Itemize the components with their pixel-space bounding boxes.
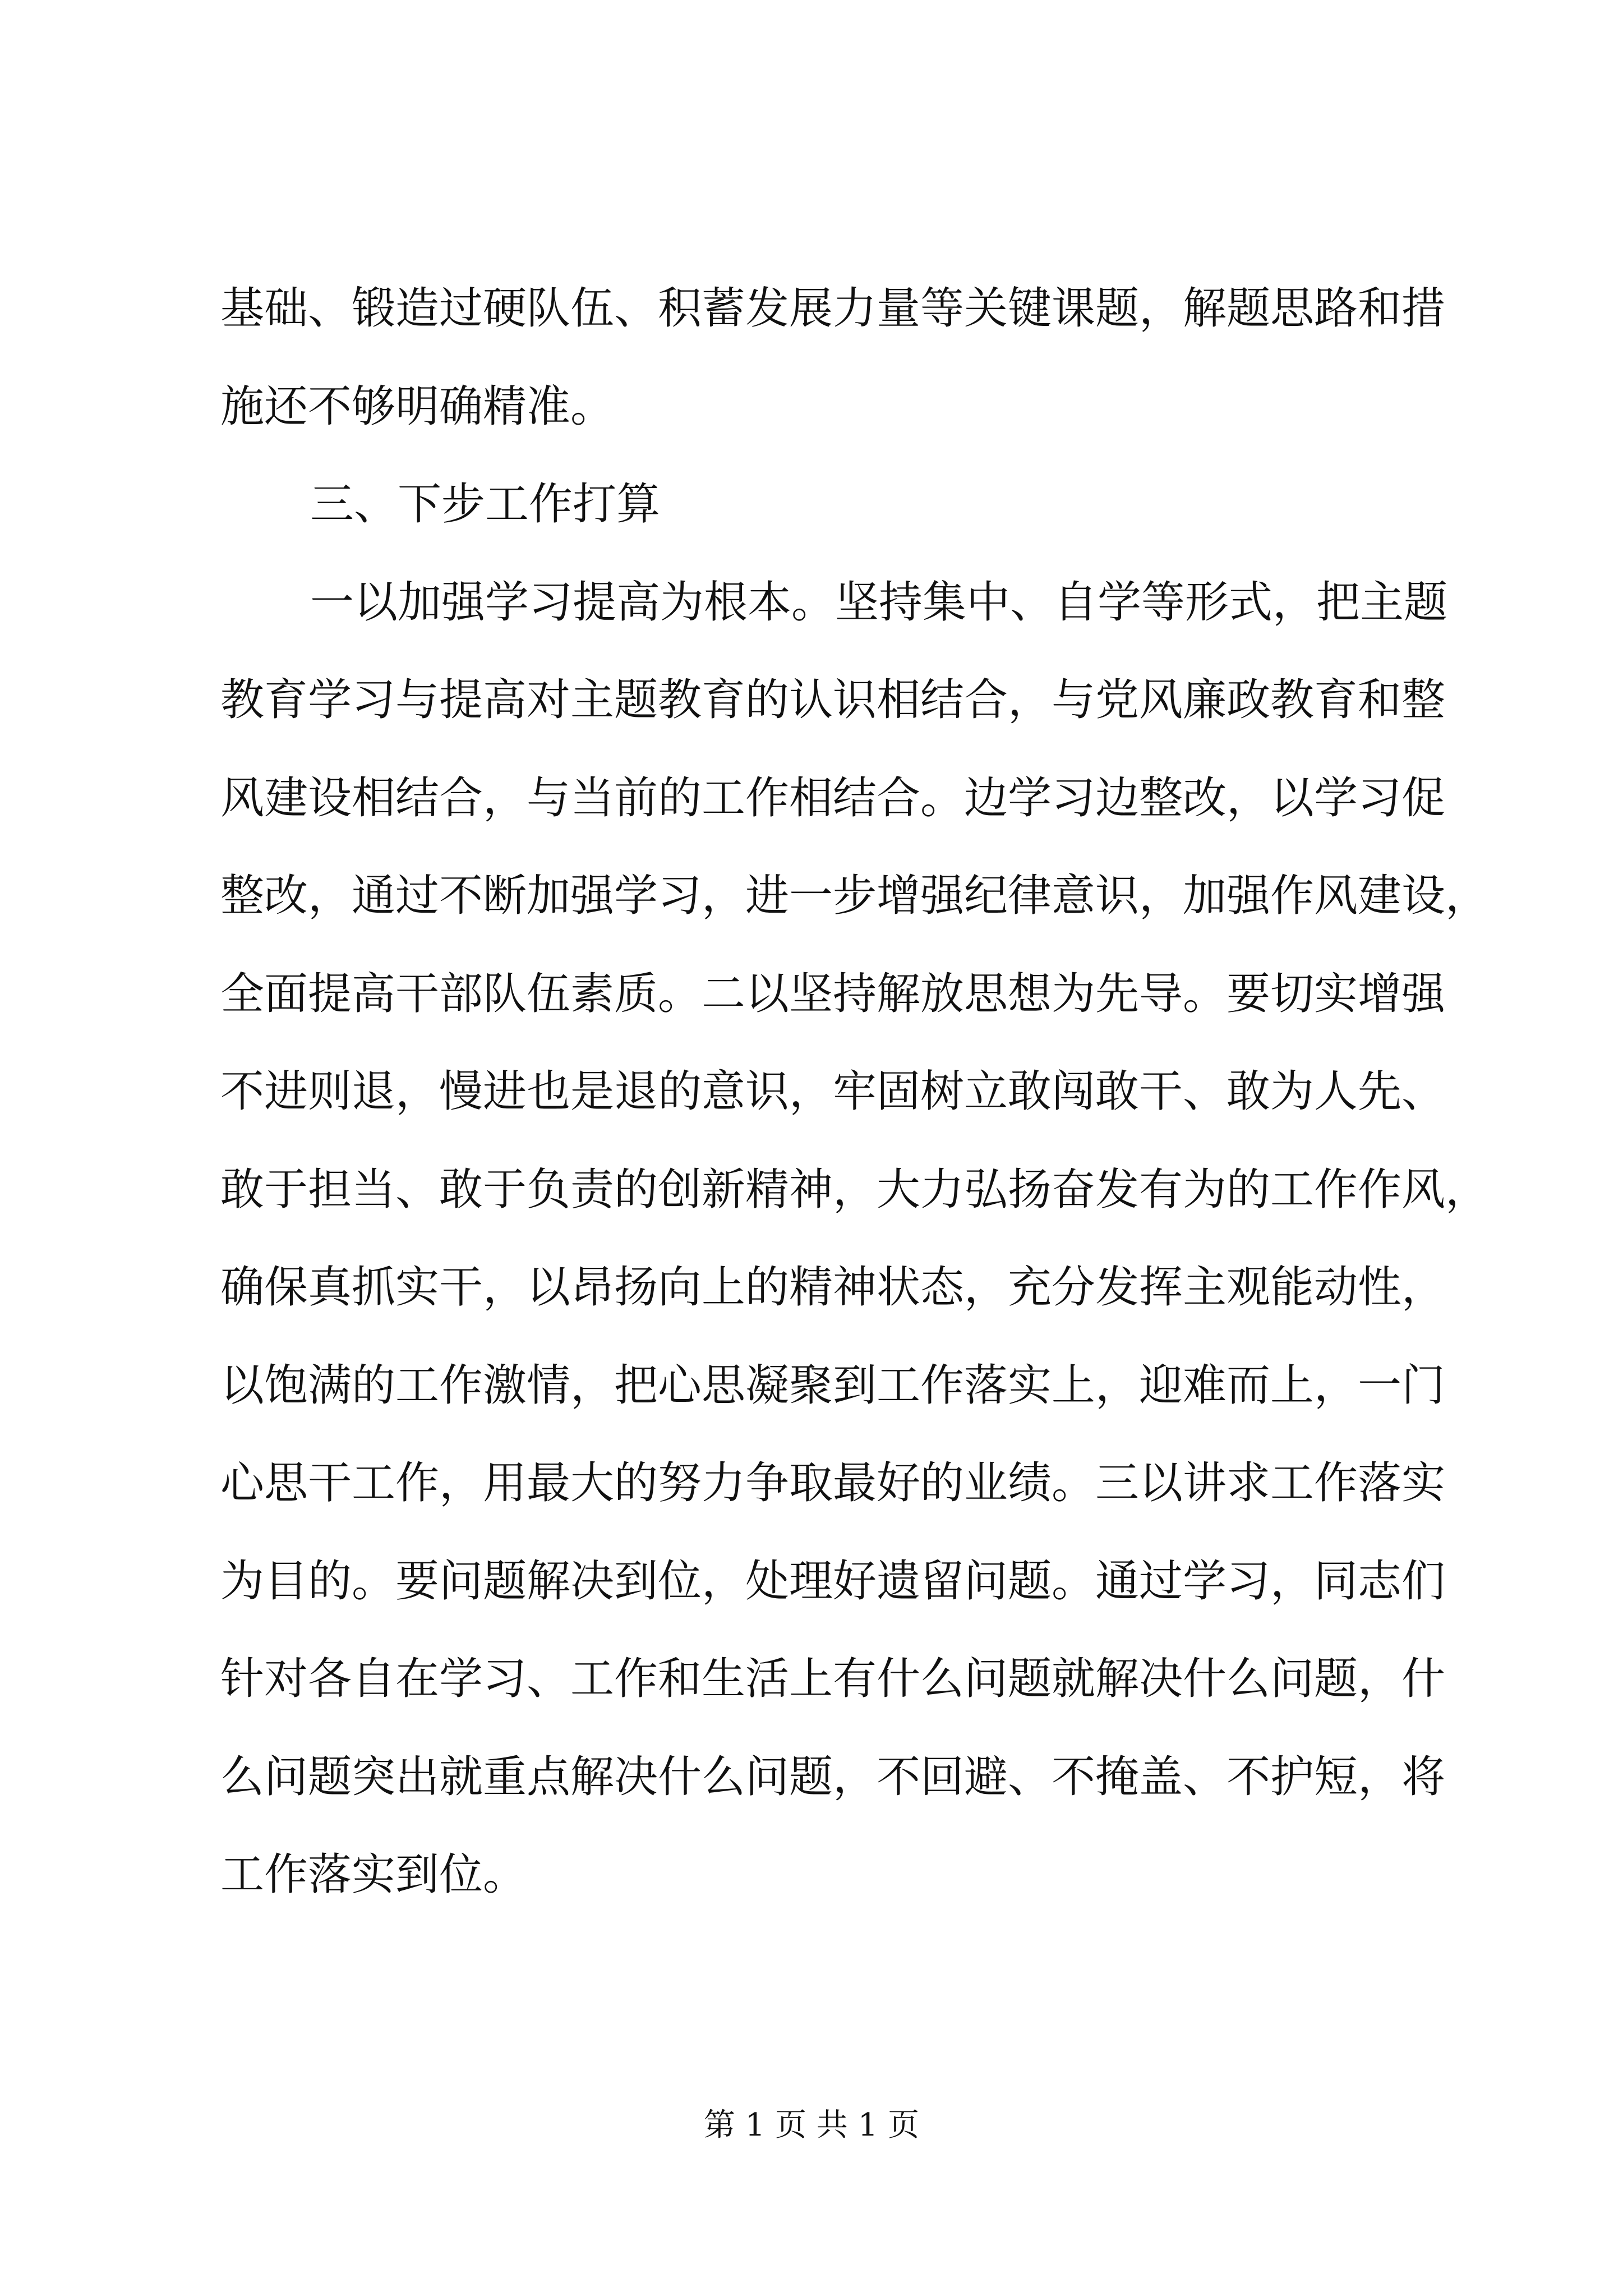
paragraph-3-line-9: 以饱满的工作激情，把心思凝聚到工作落实上，迎难而上，一门 — [220, 1360, 1446, 1411]
paragraph-3-line-10: 心思干工作，用最大的努力争取最好的业绩。三以讲求工作落实 — [220, 1458, 1446, 1508]
paragraph-3-line-8: 确保真抓实干，以昂扬向上的精神状态，充分发挥主观能动性， — [220, 1262, 1446, 1313]
paragraph-3-line-12: 针对各自在学习、工作和生活上有什么问题就解决什么问题，什 — [220, 1654, 1446, 1704]
paragraph-3-line-2: 教育学习与提高对主题教育的认识相结合，与党风廉政教育和整 — [220, 675, 1446, 725]
paragraph-3-line-3: 风建设相结合，与当前的工作相结合。边学习边整改，以学习促 — [220, 772, 1446, 823]
paragraph-3-line-14: 工作落实到位。 — [220, 1849, 527, 1900]
page-number-footer: 第 1 页 共 1 页 — [703, 2107, 920, 2143]
paragraph-1-line-2: 施还不够明确精准。 — [220, 381, 615, 432]
document-body — [220, 283, 1490, 1950]
paragraph-3-line-1: 一以加强学习提高为根本。坚持集中、自学等形式，把主题 — [310, 577, 1448, 628]
paragraph-1-line-1: 基础、锻造过硬队伍、积蓄发展力量等关键课题，解题思路和措 — [220, 283, 1446, 334]
paragraph-3-line-13: 么问题突出就重点解决什么问题，不回避、不掩盖、不护短，将 — [220, 1751, 1446, 1802]
section-heading: 三、下步工作打算 — [310, 479, 661, 530]
paragraph-3-line-11: 为目的。要问题解决到位，处理好遗留问题。通过学习，同志们 — [220, 1556, 1446, 1607]
paragraph-3-line-7: 敢于担当、敢于负责的创新精神，大力弘扬奋发有为的工作作风， — [220, 1164, 1490, 1215]
paragraph-3-line-5: 全面提高干部队伍素质。二以坚持解放思想为先导。要切实增强 — [220, 968, 1446, 1019]
paragraph-3-line-4: 整改，通过不断加强学习，进一步增强纪律意识，加强作风建设， — [220, 871, 1490, 921]
paragraph-3-line-6: 不进则退，慢进也是退的意识，牢固树立敢闯敢干、敢为人先、 — [220, 1066, 1446, 1117]
